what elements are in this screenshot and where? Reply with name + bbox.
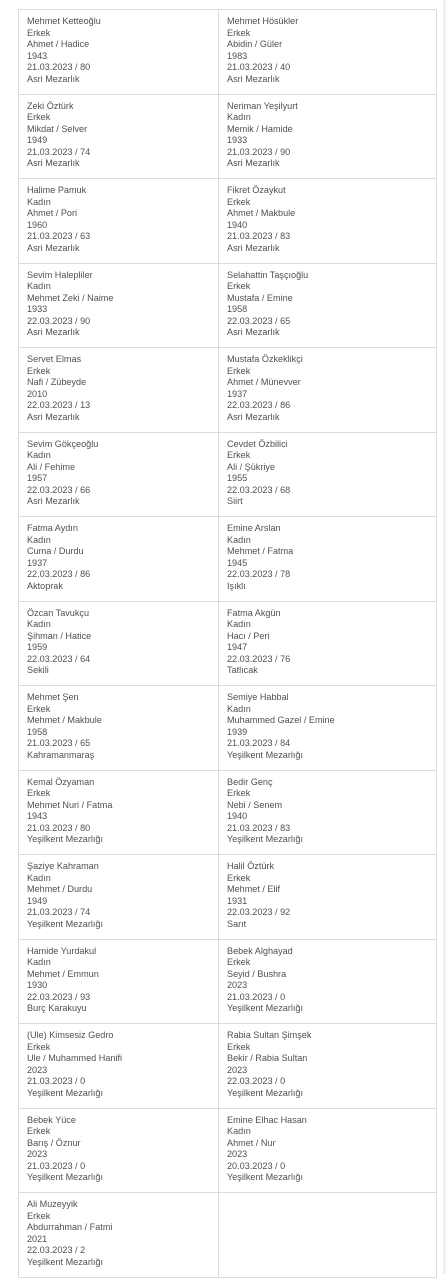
birth-year: 1930 [27,980,48,990]
parent-names: Muhammed Gazel / Emine [227,715,335,725]
gender: Kadın [27,450,51,460]
parent-names: Nafi / Zübeyde [27,377,87,387]
gender: Erkek [227,872,251,883]
person-name: Sevim Halepliler [27,269,93,280]
date-and-age: 21.03.2023 / 83 [227,231,291,241]
gender: Erkek [27,788,51,798]
burial-place: Yeşilkent Mezarlığı [227,749,303,760]
parent-names: Ahmet / Hadice [27,39,90,49]
person-name: Fatma Aydın [27,523,78,533]
burial-place: Tatlıcak [227,665,258,675]
date-and-age: 22.03.2023 / 64 [27,653,91,664]
gender: Kadın [227,112,251,122]
record-cell [19,1024,219,1109]
burial-place: Asri Mezarlık [27,496,80,506]
birth-year: 1983 [227,50,248,61]
gender: Erkek [227,196,251,207]
parent-names: Seyid / Bushra [227,968,287,979]
person-name: Neriman Yeşilyurt [227,100,298,111]
date-and-age: 21.03.2023 / 0 [27,1160,86,1171]
record-cell [19,686,219,771]
parent-names: Abidin / Güler [227,39,283,49]
birth-year: 1943 [27,50,48,61]
record-cell [219,940,437,1025]
burial-place: Asri Mezarlık [227,327,280,337]
date-and-age: 21.03.2023 / 74 [27,907,91,917]
burial-place: Yeşilkent Mezarlığı [227,1172,303,1182]
burial-place: Yeşilkent Mezarlığı [27,1172,103,1182]
burial-place: Asri Mezarlık [27,73,80,84]
record-cell [219,348,437,433]
parent-names: Mehmet / Durdu [27,884,93,894]
date-and-age: 22.03.2023 / 66 [27,484,91,495]
burial-place: Yeşilkent Mezarlığı [27,834,103,844]
birth-year: 1949 [27,895,48,906]
birth-year: 2023 [27,1149,48,1159]
burial-place: Asri Mezarlık [227,158,280,168]
burial-place: Kahramanmaraş [27,749,95,760]
record-cell [19,771,219,856]
parent-names: Ali / Fehime [27,461,76,472]
parent-names: Mehmet / Makbule [27,715,102,725]
date-and-age: 21.03.2023 / 63 [27,231,91,241]
burial-place: Asri Mezarlık [27,242,80,253]
person-name: Bebek Alghayad [227,945,293,956]
person-name: Emine Arslan [227,523,281,533]
person-name: Mustafa Özkeklikçi [227,354,303,364]
record-cell [219,686,437,771]
date-and-age: 22.03.2023 / 90 [27,315,91,326]
parent-names: Şihman / Hatice [27,630,92,641]
burial-place: Asri Mezarlık [27,411,80,422]
person-name: Rabia Sultan Şimşek [227,1030,312,1040]
birth-year: 1937 [27,557,48,568]
record-cell [19,940,219,1025]
birth-year: 1931 [227,895,248,906]
parent-names: Bekir / Rabia Sultan [227,1053,308,1063]
birth-year: 1933 [27,304,48,314]
parent-names: Hacı / Peri [227,630,270,641]
record-cell [219,264,437,349]
empty-cell [219,1193,437,1278]
birth-year: 2023 [227,1149,248,1159]
person-name: Selahattin Taşçıoğlu [227,269,309,280]
parent-names: Mikdat / Selver [27,123,88,134]
date-and-age: 22.03.2023 / 76 [227,653,291,664]
record-cell [19,10,219,95]
gender: Erkek [27,365,51,376]
birth-year: 1945 [227,557,248,568]
record-cell [19,602,219,687]
record-cell [219,10,437,95]
birth-year: 1947 [227,642,248,652]
gender: Kadın [227,703,251,714]
gender: Kadın [227,619,251,629]
record-cell [19,348,219,433]
date-and-age: 22.03.2023 / 93 [27,991,91,1002]
birth-year: 1933 [227,135,248,145]
person-name: Semiye Habbal [227,692,289,702]
person-name: Halime Pamuk [27,185,87,195]
record-cell [19,855,219,940]
parent-names: Ule / Muhammed Hanifi [27,1053,123,1063]
person-name: Özcan Tavukçu [27,607,90,618]
burial-place: Sarıt [227,918,247,929]
record-cell [19,1109,219,1194]
gender: Erkek [27,27,51,38]
person-name: Şaziye Kahraman [27,861,99,871]
date-and-age: 21.03.2023 / 0 [27,1076,86,1086]
date-and-age: 22.03.2023 / 65 [227,315,291,326]
date-and-age: 20.03.2023 / 0 [227,1160,286,1171]
birth-year: 1939 [227,726,248,737]
gender: Erkek [27,703,51,714]
record-cell [219,855,437,940]
date-and-age: 22.03.2023 / 13 [27,400,91,410]
person-name: Zeki Öztürk [27,100,74,111]
burial-place: Asri Mezarlık [27,158,80,168]
burial-place: Sekili [27,665,49,675]
record-cell [219,517,437,602]
person-name: Emine Elhac Hasan [227,1114,307,1125]
record-cell [219,433,437,518]
gender: Kadın [27,196,51,207]
person-name: Servet Elmas [27,354,82,364]
date-and-age: 22.03.2023 / 0 [227,1076,286,1086]
parent-names: Barış / Öznur [27,1137,81,1148]
gender: Kadın [27,872,51,883]
burial-place: Asri Mezarlık [227,73,280,84]
birth-year: 1960 [27,219,48,230]
burial-place: Yeşilkent Mezarlığı [27,918,103,929]
record-cell [219,179,437,264]
burial-place: Siirt [227,496,243,506]
record-cell [219,95,437,180]
record-cell [19,179,219,264]
parent-names: Mustafa / Emine [227,292,293,303]
birth-year: 2010 [27,388,48,399]
burial-place: Yeşilkent Mezarlığı [227,1087,303,1098]
record-cell [219,1109,437,1194]
parent-names: Ahmet / Pori [27,208,78,218]
birth-year: 1957 [27,473,48,483]
person-name: Fikret Özaykut [227,185,286,195]
burial-place: Burç Karakuyu [27,1003,87,1013]
record-cell [219,602,437,687]
parent-names: Ahmet / Münevver [227,377,301,387]
burial-place: Asri Mezarlık [27,327,80,337]
birth-year: 1959 [27,642,48,652]
date-and-age: 22.03.2023 / 2 [27,1245,86,1255]
gender: Kadın [27,619,51,629]
burial-place: Işıklı [227,580,246,591]
parent-names: Abdurrahman / Fatmi [27,1222,113,1232]
parent-names: Memik / Hamide [227,123,293,134]
parent-names: Cuma / Durdu [27,546,84,556]
parent-names: Mehmet / Emmun [27,968,99,979]
parent-names: Mehmet / Elif [227,884,281,894]
burial-place: Yeşilkent Mezarlığı [27,1256,103,1267]
gender: Erkek [27,112,51,122]
person-name: Mehmet Şen [27,692,79,702]
record-cell [19,517,219,602]
parent-names: Mehmet Nuri / Fatma [27,799,113,810]
birth-year: 1958 [227,304,248,314]
person-name: Fatma Akgün [227,607,281,618]
record-cell [19,1193,219,1278]
person-name: Bebek Yüce [27,1114,76,1125]
record-cell [19,95,219,180]
gender: Kadın [27,957,51,967]
gender: Erkek [27,1126,51,1136]
date-and-age: 21.03.2023 / 74 [27,146,91,157]
person-name: Cevdet Özbilici [227,438,288,449]
date-and-age: 22.03.2023 / 78 [227,569,291,579]
person-name: Hamide Yurdakul [27,945,97,956]
gender: Erkek [227,27,251,38]
person-name: Halil Öztürk [227,861,274,871]
record-cell [219,1024,437,1109]
gender: Kadın [227,1126,251,1136]
date-and-age: 22.03.2023 / 86 [27,569,91,579]
record-cell [19,433,219,518]
parent-names: Mehmet Zeki / Naime [27,292,114,303]
birth-year: 1940 [227,219,248,230]
birth-year: 1940 [227,811,248,821]
birth-year: 1937 [227,388,248,399]
date-and-age: 21.03.2023 / 80 [27,822,91,833]
gender: Erkek [227,281,251,291]
gender: Kadın [27,534,51,545]
date-and-age: 21.03.2023 / 84 [227,738,291,748]
gender: Kadın [227,534,251,545]
burial-place: Aktoprak [27,580,63,591]
date-and-age: 21.03.2023 / 90 [227,146,291,157]
birth-year: 2021 [27,1233,48,1244]
birth-year: 2023 [27,1064,48,1075]
burial-place: Yeşilkent Mezarlığı [27,1087,103,1098]
parent-names: Ahmet / Makbule [227,208,296,218]
gender: Erkek [227,957,251,967]
birth-year: 1958 [27,726,48,737]
date-and-age: 21.03.2023 / 83 [227,822,291,833]
burial-place: Asri Mezarlık [227,411,280,422]
birth-year: 1943 [27,811,48,821]
record-cell [219,771,437,856]
person-name: Sevim Gökçeoğlu [27,438,99,449]
date-and-age: 22.03.2023 / 68 [227,484,291,495]
gender: Erkek [27,1041,51,1052]
burial-place: Yeşilkent Mezarlığı [227,1003,303,1013]
person-name: Kemal Özyaman [27,776,95,787]
date-and-age: 21.03.2023 / 65 [27,738,91,748]
person-name: (Ule) Kimsesiz Gedro [27,1030,114,1040]
gender: Erkek [227,788,251,798]
gender: Erkek [27,1210,51,1221]
date-and-age: 21.03.2023 / 40 [227,62,291,72]
burial-place: Asri Mezarlık [227,242,280,253]
date-and-age: 22.03.2023 / 92 [227,907,291,917]
parent-names: Ali / Şükriye [227,461,276,472]
birth-year: 2023 [227,1064,248,1075]
gender: Erkek [227,450,251,460]
person-name: Mehmet Hösükler [227,16,299,26]
gender: Erkek [227,365,251,376]
date-and-age: 21.03.2023 / 0 [227,991,286,1002]
birth-year: 2023 [227,980,248,990]
burial-place: Yeşilkent Mezarlığı [227,834,303,844]
birth-year: 1955 [227,473,248,483]
person-name: Ali Muzeyyik [27,1199,78,1209]
parent-names: Nebi / Senem [227,799,283,810]
parent-names: Mehmet / Fatma [227,546,294,556]
person-name: Mehmet Ketteoğlu [27,16,101,26]
parent-names: Ahmet / Nur [227,1137,276,1148]
records-table [18,9,437,1278]
date-and-age: 22.03.2023 / 86 [227,400,291,410]
date-and-age: 21.03.2023 / 80 [27,62,91,72]
gender: Kadın [27,281,51,291]
gender: Erkek [227,1041,251,1052]
record-cell [19,264,219,349]
birth-year: 1949 [27,135,48,145]
person-name: Bedir Genç [227,776,273,787]
